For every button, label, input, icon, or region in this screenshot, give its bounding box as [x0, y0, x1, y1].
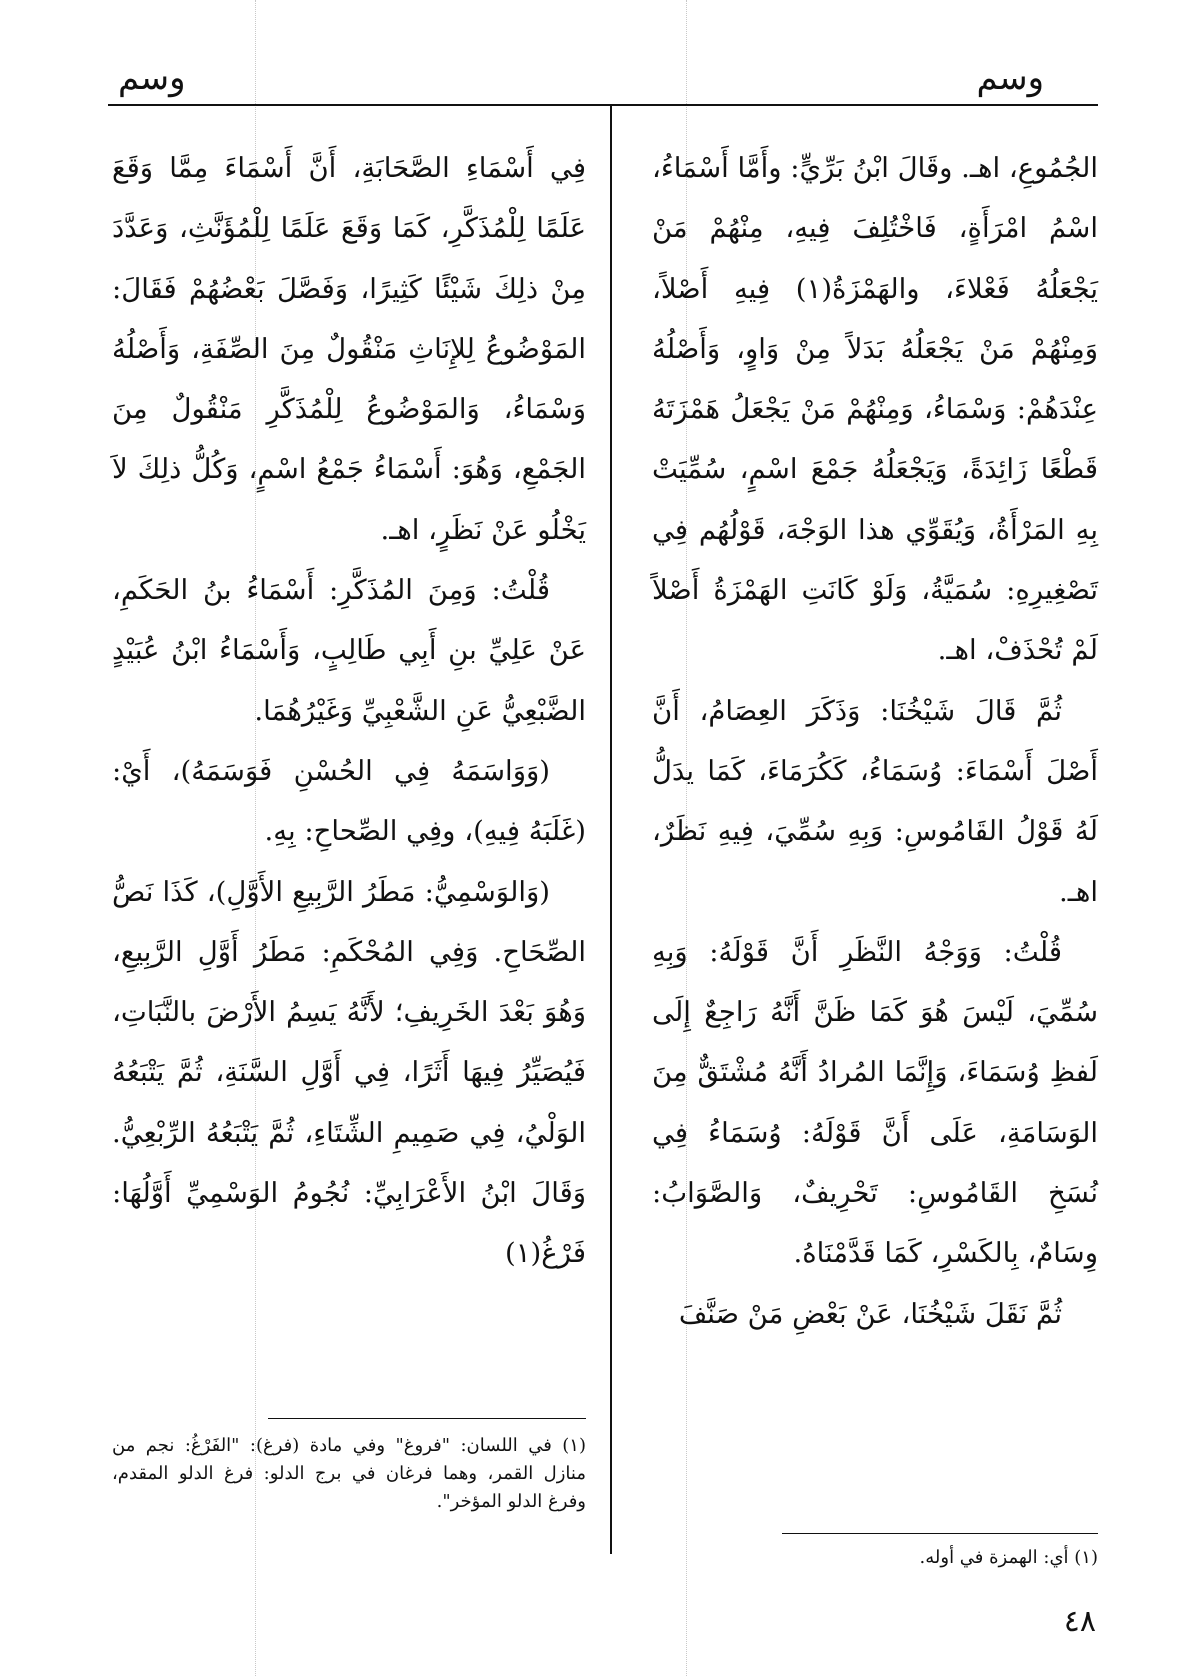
column-divider [610, 106, 612, 1554]
paragraph: ثُمَّ نَقَلَ شَيْخُنَا، عَنْ بَعْضِ مَنْ صَنَّفَ [678, 1297, 1062, 1330]
page-number: ٤٨ [1063, 1604, 1096, 1639]
paragraph: الجُمُوعِ، اهـ. وقَالَ ابْنُ بَرِّيٍّ: وأَمَّا أَسْمَاءُ، اسْمُ امْرَأَةٍ، فَاخْتُلِفَ فِيهِ، مِنْهُمْ مَنْ يَجْعَلُهُ فَعْلاءَ، والهَمْزَةُ(١) فِيهِ أَصْلاً، وَمِنْهُمْ مَنْ يَجْعَلُهُ بَدَلاً مِنْ وَاوٍ، وَأَصْلُهُ عِنْدَهُمْ: وَسْمَاءُ، وَمِنْهُمْ مَنْ يَجْعَلُ هَمْزَتَهُ قَطْعًا زَائِدَةً، وَيَجْعَلُهُ جَمْعَ اسْمٍ، سُمِّيَتْ بِهِ المَرْأَةُ، وَيُقَوِّي هذا الوَجْهَ، قَوْلُهُم فِي تَصْغِيرِهِ: سُمَيَّةُ، وَلَوْ كَانَتِ الهَمْزَةُ أَصْلاً لَمْ تُحْذَفْ، اهـ. [652, 152, 1098, 667]
right-column [652, 138, 1098, 1344]
header-rule [108, 104, 1098, 106]
paragraph: قُلْتُ: وَوَجْهُ النَّظَرِ أَنَّ قَوْلَهُ: وَبِهِ سُمِّيَ، لَيْسَ هُوَ كَمَا ظَنَّ أَنَّهُ رَاجِعٌ إِلَى لَفظِ وُسَمَاءَ، وَإِنَّمَا المُرادُ أَنَّهُ مُشْتَقٌّ مِنَ الوَسَامَةِ، عَلَى أَنَّ قَوْلَهُ: وُسَمَاءُ فِي نُسَخِ القَامُوسِ: تَحْرِيفٌ، وَالصَّوَابُ: وِسَامٌ، بِالكَسْرِ، كَمَا قَدَّمْنَاهُ. [652, 935, 1098, 1270]
footnote-right: (١) أي: الهمزة في أوله. [919, 1547, 1098, 1568]
header-left-word: وسم [118, 58, 186, 98]
paragraph: (وَالوَسْمِيُّ: مَطَرُ الرَّبِيعِ الأَوَّلِ)، كَذَا نَصُّ الصِّحَاحِ. وَفِي المُحْكَمِ: مَطَرُ أَوَّلِ الرَّبِيعِ، وَهُوَ بَعْدَ الخَرِيفِ؛ لأَنَّهُ يَسِمُ الأَرْضَ بالنَّبَاتِ، فَيُصَيِّرُ فِيهَا أَثَرًا، فِي أَوَّلِ السَّنَةِ، ثُمَّ يَتْبَعُهُ الوَلْيُ، فِي صَمِيمِ الشِّتَاءِ، ثُمَّ يَتْبَعُهُ الرِّبْعِيُّ. وَقَالَ ابْنُ الأَعْرَابِيِّ: نُجُومُ الوَسْمِيِّ أَوَّلُهَا: فَرْغُ(١) [112, 875, 586, 1270]
paragraph: (وَوَاسَمَهُ فِي الحُسْنِ فَوَسَمَهُ)، أَيْ: (غَلَبَهُ فِيهِ)، وفِي الصِّحاحِ: بِهِ. [112, 754, 586, 848]
footnote-rule-right [782, 1533, 1098, 1534]
footnote-rule-left [268, 1418, 586, 1419]
paragraph: قُلْتُ: وَمِنَ المُذَكَّرِ: أَسْمَاءُ بنُ الحَكَمِ، عَنْ عَلِيِّ بنِ أَبِي طَالِبٍ، وَأَسْمَاءُ ابْنُ عُبَيْدٍ الضَّبْعِيُّ عَنِ الشَّعْبِيِّ وَغَيْرُهُمَا. [112, 574, 586, 727]
header-right-word: وسم [976, 58, 1044, 98]
footnote-left: (١) في اللسان: "فروغ" وفي مادة (فرغ): "الفَرْغُ: نجم من منازل القمر، وهما فرغان في برج الدلو: فرغ الدلو المقدم، وفرغ الدلو المؤخر". [112, 1435, 586, 1512]
paragraph: ثُمَّ قَالَ شَيْخُنَا: وَذَكَرَ العِصَامُ، أَنَّ أَصْلَ أَسْمَاءَ: وُسَمَاءُ، كَكُرَمَاءَ، كَمَا يدَلُّ لَهُ قَوْلُ القَامُوسِ: وَبِهِ سُمِّيَ، فِيهِ نَظَرٌ، اهـ. [652, 694, 1098, 908]
left-column [112, 138, 586, 1284]
paragraph: فِي أَسْمَاءِ الصَّحَابَةِ، أَنَّ أَسْمَاءَ مِمَّا وَقَعَ عَلَمًا لِلْمُذَكَّرِ، كَمَا وَقَعَ عَلَمًا لِلْمُؤَنَّثِ، وَعَدَّدَ مِنْ ذلِكَ شَيْئًا كَثِيرًا، وَفَصَّلَ بَعْضُهُمْ فَقَالَ: المَوْضُوعُ لِلإِنَاثِ مَنْقُولٌ مِنَ الصِّفَةِ، وَأَصْلُهُ وَسْمَاءُ، وَالمَوْضُوعُ لِلْمُذَكَّرِ مَنْقُولٌ مِنَ الجَمْعِ، وَهُوَ: أَسْمَاءُ جَمْعُ اسْمٍ، وَكُلُّ ذلِكَ لاَ يَخْلُو عَنْ نَظَرٍ، اهـ. [112, 152, 586, 546]
